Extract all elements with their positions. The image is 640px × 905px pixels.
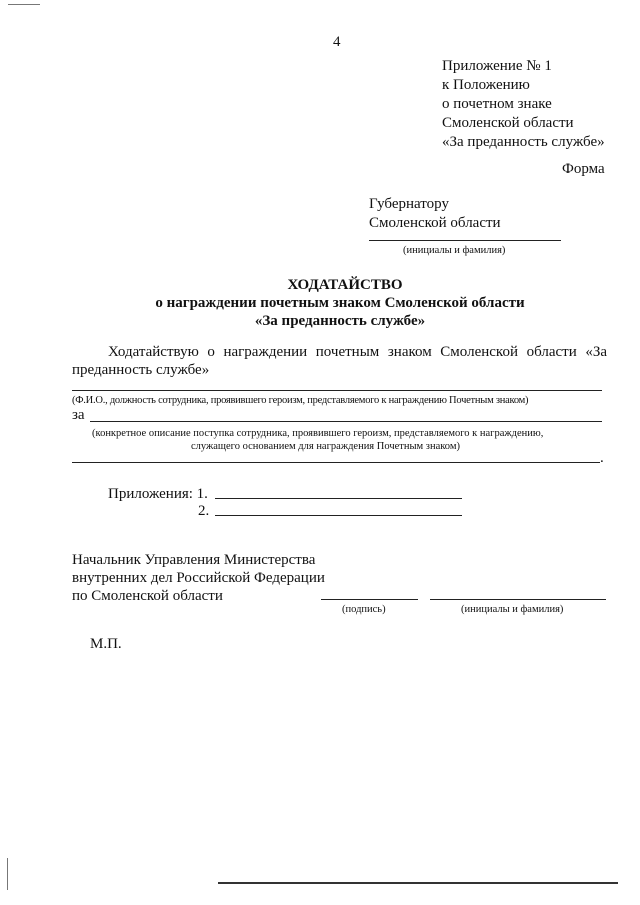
appendix-line-4: Смоленской области: [442, 115, 574, 131]
petition-text-line-1: Ходатайствую о награждении почетным знаком Смоленской области «За: [108, 344, 607, 360]
scan-mark-left: [7, 858, 8, 890]
fio-caption: (Ф.И.О., должность сотрудника, проявившего героизм, представляемого к награждению Почетным знаком): [72, 395, 529, 406]
scan-mark-top: [8, 4, 40, 5]
addressee-caption: (инициалы и фамилия): [403, 245, 506, 256]
appendix-line-3: о почетном знаке: [442, 96, 552, 112]
document-subtitle: о награждении почетным знаком Смоленской области: [155, 295, 525, 311]
document-title: ХОДАТАЙСТВО: [287, 277, 403, 293]
petition-text-line-2: преданность службе»: [72, 362, 210, 378]
appendix-line-5: «За преданность службе»: [442, 134, 605, 150]
form-label: Форма: [562, 161, 605, 177]
scan-mark-bottom: [218, 882, 618, 884]
deed-line-period: .: [600, 450, 604, 466]
za-label: за: [72, 407, 85, 423]
signatory-line-1: Начальник Управления Министерства: [72, 552, 316, 568]
appendix-line-1: Приложение № 1: [442, 58, 552, 74]
attachment-2-number: 2.: [198, 503, 210, 519]
appendix-line-2: к Положению: [442, 77, 530, 93]
deed-line: [90, 421, 602, 422]
attachment-1-line: [215, 498, 462, 499]
stamp-place: М.П.: [90, 636, 122, 652]
addressee-line-2: Смоленской области: [369, 215, 501, 231]
deed-continuation-line: [72, 462, 600, 463]
signatory-line-3: по Смоленской области: [72, 588, 223, 604]
addressee-line-1: Губернатору: [369, 196, 449, 212]
attachment-2-line: [215, 515, 462, 516]
deed-caption-line-2: служащего основанием для награждения Почетным знаком): [191, 441, 460, 452]
document-award-name: «За преданность службе»: [254, 313, 426, 329]
signatory-name-line: [430, 599, 606, 600]
attachments-label: Приложения: 1.: [108, 486, 208, 502]
signature-caption: (подпись): [342, 604, 386, 615]
fio-line: [72, 390, 602, 391]
signatory-line-2: внутренних дел Российской Федерации: [72, 570, 325, 586]
deed-caption-line-1: (конкретное описание поступка сотрудника, проявившего героизм, представляемого к награждению,: [92, 428, 544, 439]
page-number: 4: [333, 34, 341, 50]
signature-line: [321, 599, 418, 600]
signatory-name-caption: (инициалы и фамилия): [461, 604, 564, 615]
addressee-name-line: [369, 240, 561, 241]
